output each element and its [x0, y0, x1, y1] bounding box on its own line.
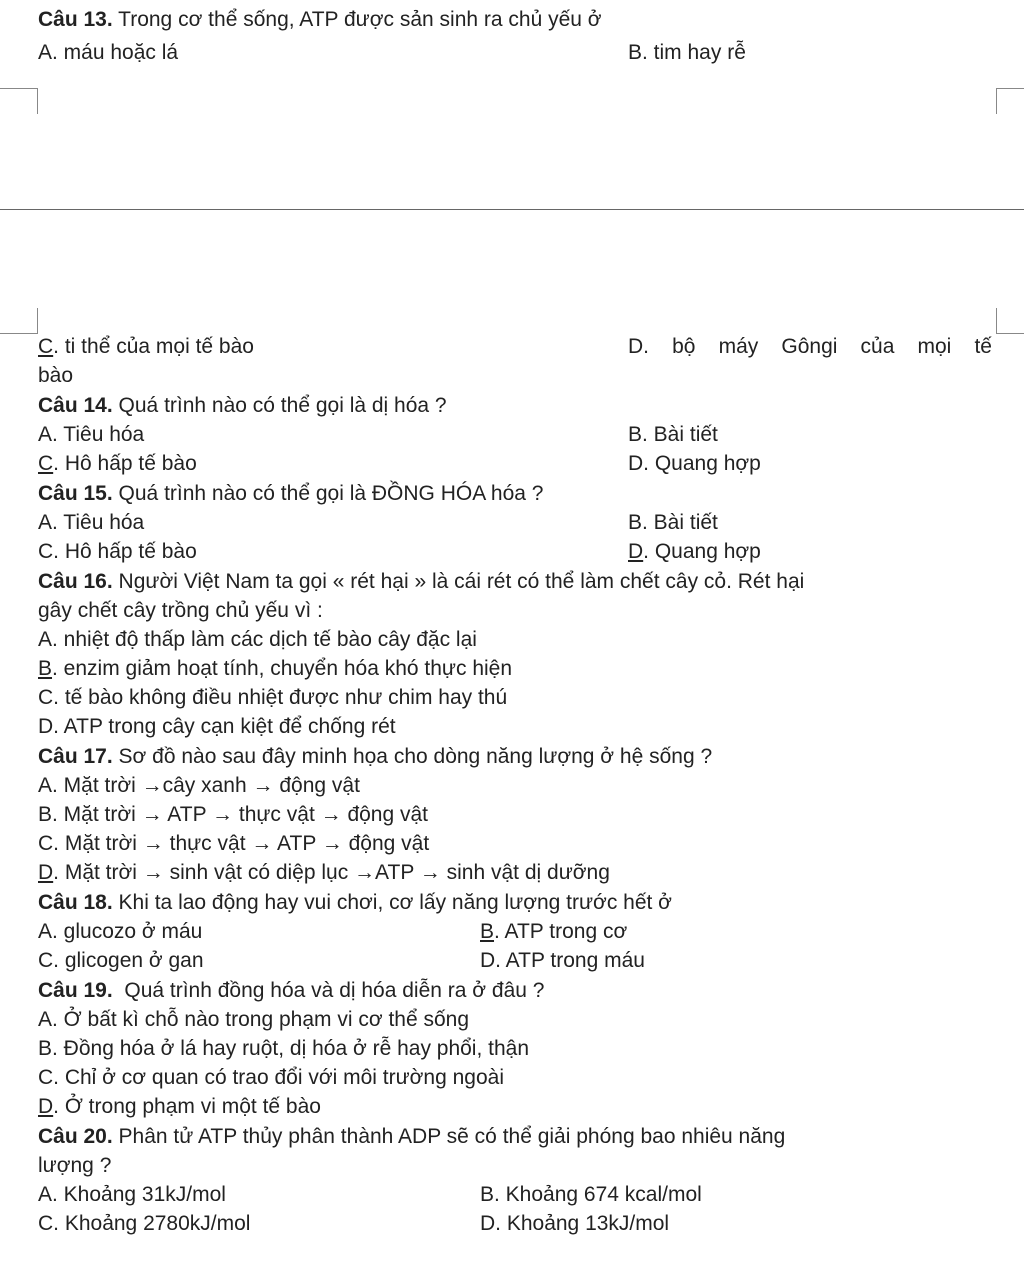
q14-options-ab	[38, 420, 1000, 449]
option-word: máy	[718, 335, 759, 358]
option-b: B. tim hay rễ	[628, 41, 746, 64]
option-c: C. glicogen ở gan	[38, 949, 204, 972]
option-a: A. Ở bất kì chỗ nào trong phạm vi cơ thể sống	[38, 1008, 470, 1031]
option-text: . Hô hấp tế bào	[53, 452, 197, 475]
option-word: bộ	[672, 335, 696, 358]
option-word: tế	[974, 335, 992, 358]
q13-options-ab	[38, 38, 1000, 67]
option-d	[38, 858, 1000, 887]
option-d: D. Quang hợp	[628, 452, 761, 475]
option-c	[38, 332, 254, 361]
page-corner-mark	[996, 308, 1024, 334]
option-c: C. Chỉ ở cơ quan có trao đổi với môi trường ngoài	[38, 1066, 505, 1089]
option-b: B. Mặt trời → ATP → thực vật → động vật	[38, 803, 429, 826]
option-a: A. glucozo ở máu	[38, 920, 203, 943]
answer-letter: B	[480, 920, 495, 943]
q20-options-ab	[38, 1180, 1000, 1209]
question-17	[38, 742, 1000, 771]
option-word: mọi	[917, 335, 952, 358]
option-text: . Ở trong phạm vi một tế bào	[53, 1095, 321, 1118]
option-text: . Mặt trời → sinh vật có diệp lục →ATP → sinh vật dị dưỡng	[53, 861, 610, 884]
question-label: Câu 18.	[38, 891, 113, 914]
question-label: Câu 13.	[38, 8, 113, 31]
question-text: Trong cơ thể sống, ATP được sản sinh ra chủ yếu ở	[112, 8, 602, 31]
option-word: D.	[628, 335, 649, 358]
cropped-previous-line	[40, 0, 740, 3]
question-label: Câu 17.	[38, 745, 113, 768]
option-word: Gôngi	[781, 335, 838, 358]
option-text: . ATP trong cơ	[494, 920, 628, 943]
option-c	[38, 449, 197, 478]
question-16-continued: gây chết cây trồng chủ yếu vì :	[38, 599, 323, 622]
option-a: A. máu hoặc lá	[38, 41, 179, 64]
page-break-divider	[0, 209, 1024, 210]
option-b: B. Bài tiết	[628, 511, 718, 534]
option-d	[628, 332, 992, 361]
question-19	[38, 976, 1000, 1005]
option-a: A. Tiêu hóa	[38, 423, 145, 446]
option-b: B. Bài tiết	[628, 423, 718, 446]
question-label: Câu 15.	[38, 482, 113, 505]
answer-letter: C	[38, 335, 54, 358]
question-text: Người Việt Nam ta gọi « rét hại » là cái rét có thể làm chết cây cỏ. Rét hại	[112, 570, 805, 593]
question-13	[38, 5, 1000, 34]
question-label: Câu 14.	[38, 394, 113, 417]
q14-options-cd	[38, 449, 1000, 478]
page-corner-mark	[996, 88, 1024, 114]
question-20	[38, 1122, 1000, 1151]
option-a: A. Khoảng 31kJ/mol	[38, 1183, 226, 1206]
option-c: C. Khoảng 2780kJ/mol	[38, 1212, 251, 1235]
option-b: B. Khoảng 674 kcal/mol	[480, 1183, 702, 1206]
page-corner-mark	[0, 308, 38, 334]
question-16	[38, 567, 1000, 596]
question-text: Quá trình đồng hóa và dị hóa diễn ra ở đâu ?	[112, 979, 545, 1002]
question-14	[38, 391, 1000, 420]
option-d: D. ATP trong cây cạn kiệt để chống rét	[38, 715, 396, 738]
q13-options-cd	[38, 332, 1000, 361]
option-b	[480, 917, 627, 946]
option-d: D. Khoảng 13kJ/mol	[480, 1212, 670, 1235]
option-a: A. Mặt trời →cây xanh → động vật	[38, 774, 360, 797]
option-c: C. Mặt trời → thực vật → ATP → động vật	[38, 832, 430, 855]
answer-letter: B	[38, 657, 53, 680]
answer-letter: D	[38, 861, 54, 884]
q18-options-cd	[38, 946, 1000, 975]
page-corner-mark	[0, 88, 38, 114]
question-15	[38, 479, 1000, 508]
question-18	[38, 888, 1000, 917]
question-20-continued: lượng ?	[38, 1154, 112, 1177]
q15-options-ab	[38, 508, 1000, 537]
option-c: C. Hô hấp tế bào	[38, 540, 197, 563]
question-text: Sơ đồ nào sau đây minh họa cho dòng năng lượng ở hệ sống ?	[112, 745, 713, 768]
option-c: C. tế bào không điều nhiệt được như chim hay thú	[38, 686, 508, 709]
option-text: . Quang hợp	[643, 540, 761, 563]
option-d: D. ATP trong máu	[480, 949, 645, 972]
option-b: B. Đồng hóa ở lá hay ruột, dị hóa ở rễ hay phổi, thận	[38, 1037, 530, 1060]
question-text: Phân tử ATP thủy phân thành ADP sẽ có thể giải phóng bao nhiêu năng	[112, 1125, 786, 1148]
q13-option-d-continued: bào	[38, 364, 74, 387]
option-text: . ti thể của mọi tế bào	[53, 335, 254, 358]
q18-options-ab	[38, 917, 1000, 946]
option-text: . enzim giảm hoạt tính, chuyển hóa khó thực hiện	[52, 657, 513, 680]
question-label: Câu 20.	[38, 1125, 113, 1148]
question-label: Câu 19.	[38, 979, 113, 1002]
option-word: của	[860, 335, 895, 358]
q15-options-cd	[38, 537, 1000, 566]
option-b	[38, 654, 1000, 683]
question-label: Câu 16.	[38, 570, 113, 593]
answer-letter: D	[628, 540, 644, 563]
option-a: A. Tiêu hóa	[38, 511, 145, 534]
answer-letter: C	[38, 452, 54, 475]
option-a: A. nhiệt độ thấp làm các dịch tế bào cây đặc lại	[38, 628, 477, 651]
question-text: Khi ta lao động hay vui chơi, cơ lấy năng lượng trước hết ở	[112, 891, 672, 914]
question-text: Quá trình nào có thể gọi là ĐỒNG HÓA hóa ?	[112, 482, 544, 505]
option-d	[38, 1092, 1000, 1121]
option-d	[628, 537, 761, 566]
question-text: Quá trình nào có thể gọi là dị hóa ?	[112, 394, 447, 417]
q20-options-cd	[38, 1209, 1000, 1238]
answer-letter: D	[38, 1095, 54, 1118]
